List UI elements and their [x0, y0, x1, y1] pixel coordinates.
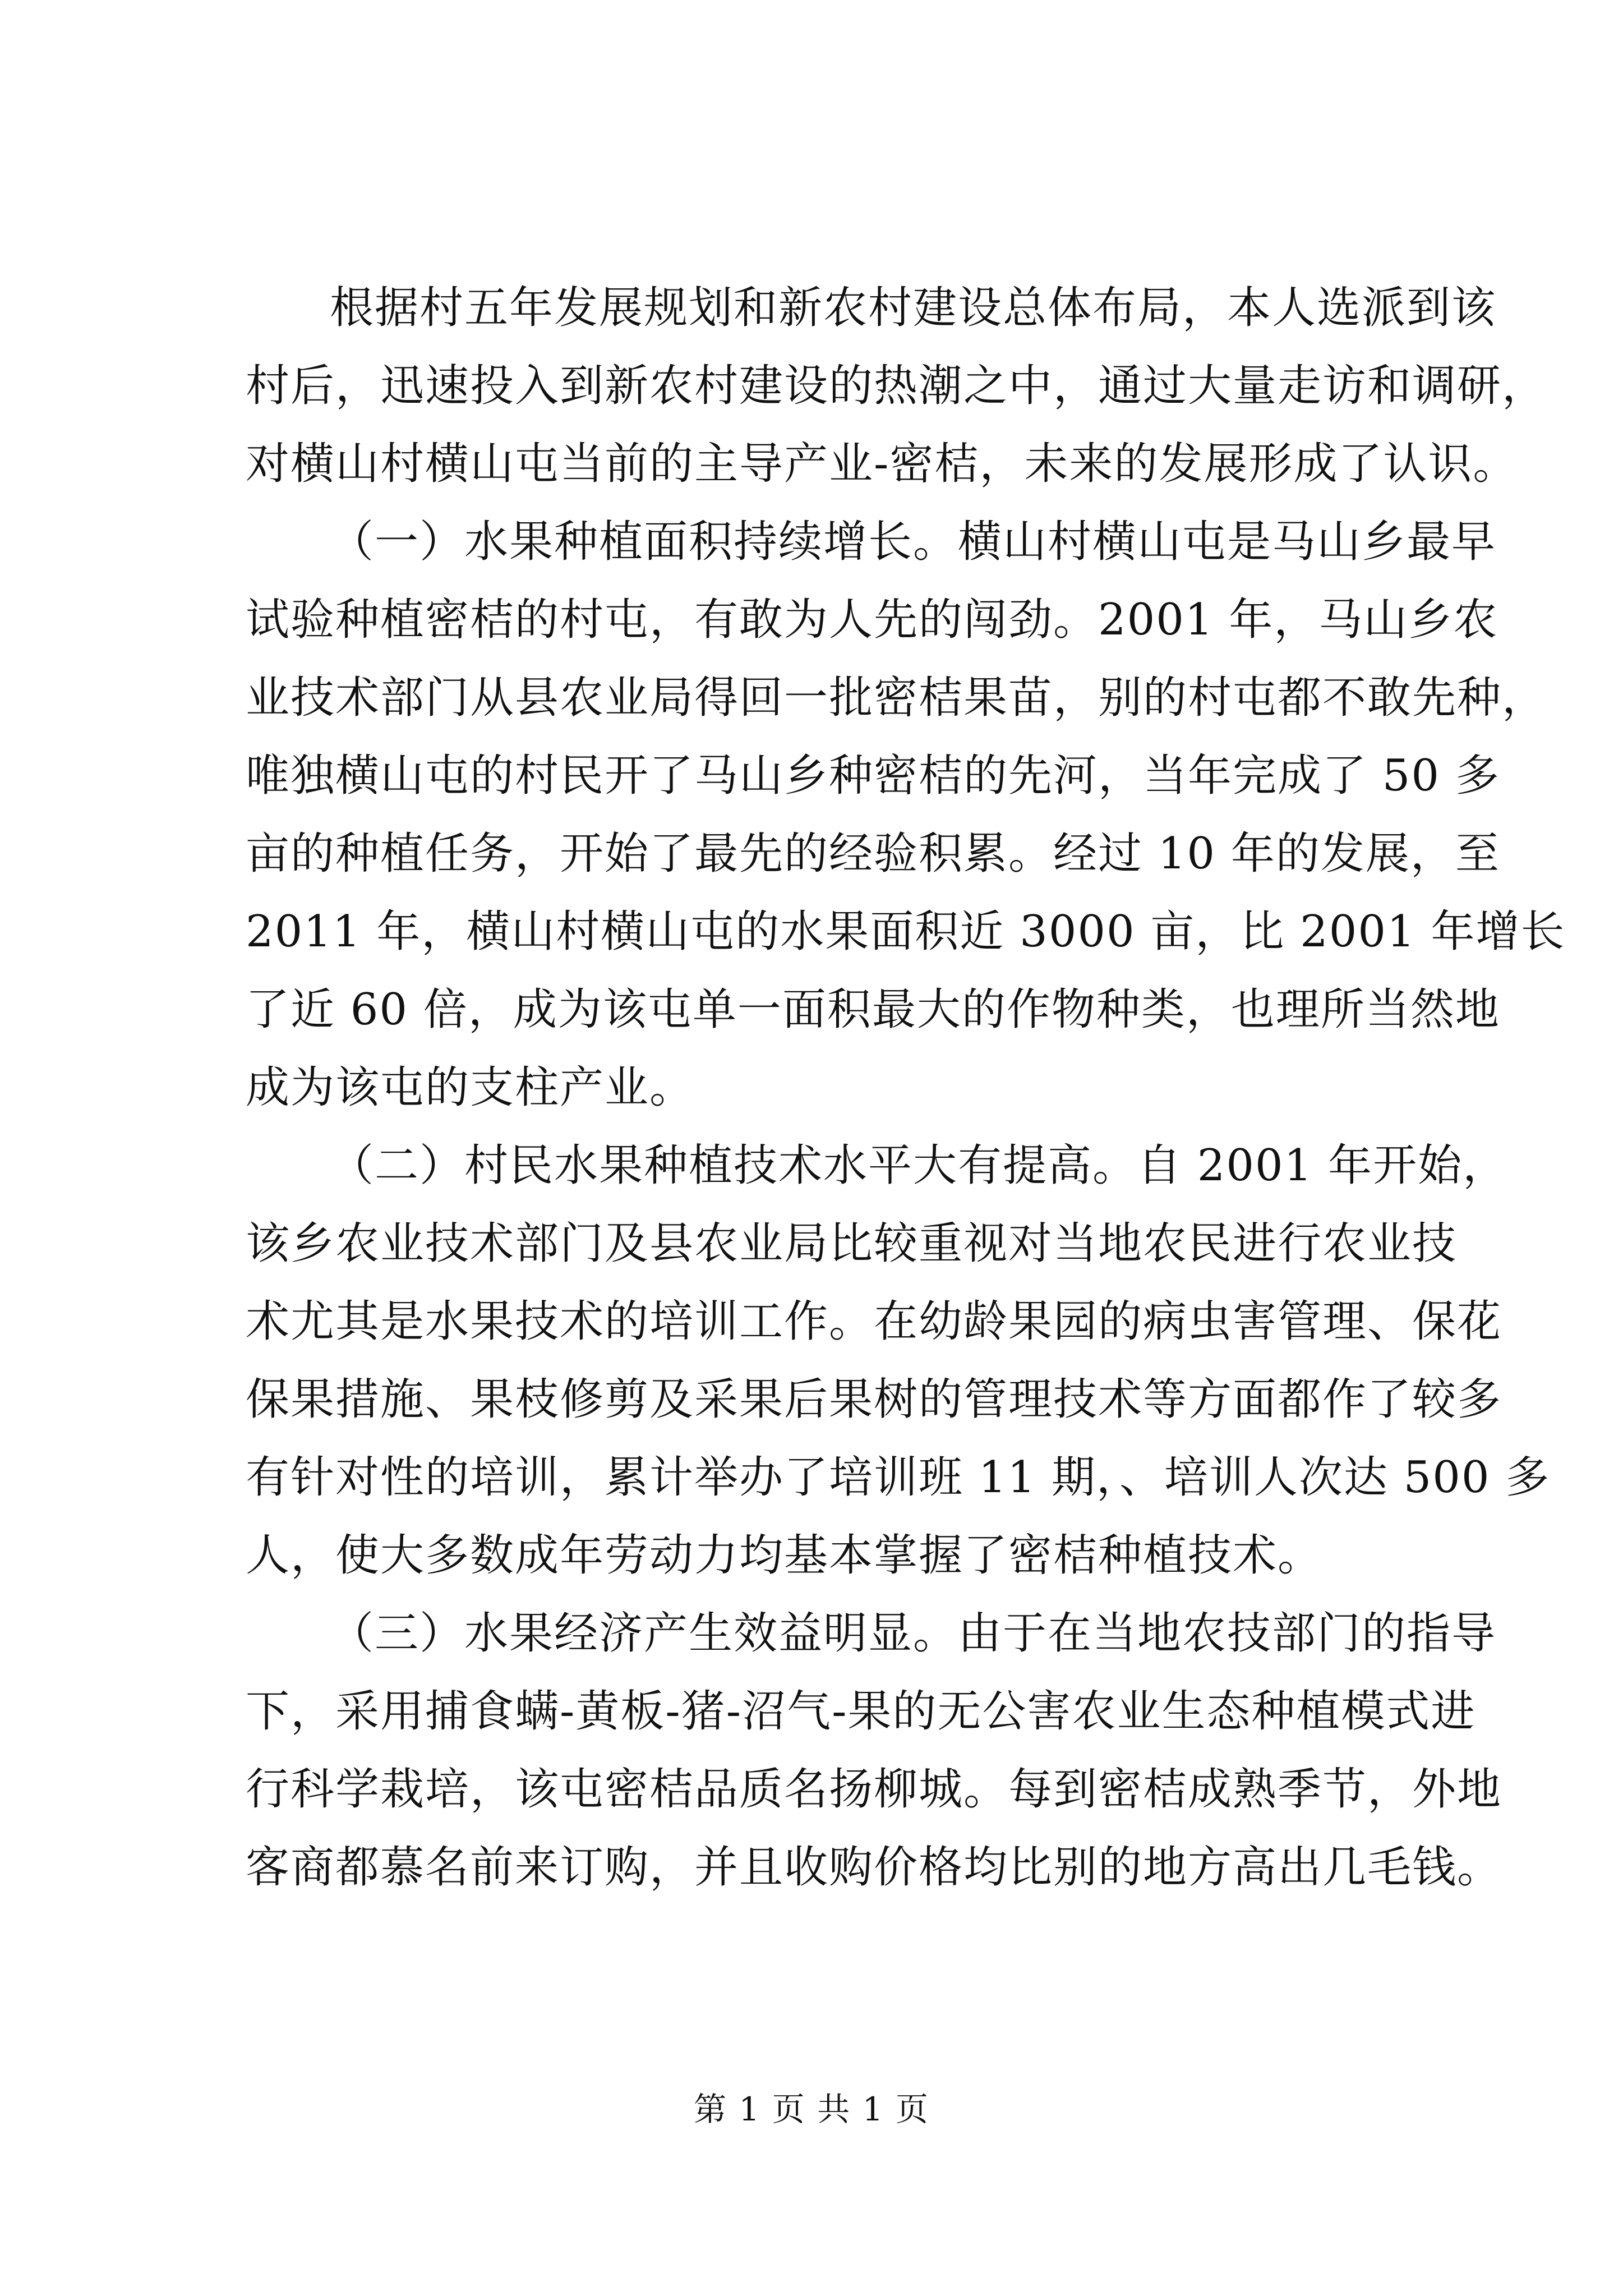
text-line: 术尤其是水果技术的培训工作。在幼龄果园的病虫害管理、保花	[246, 1296, 1502, 1347]
text-line: 试验种植密桔的村屯，有敢为人先的闯劲。2001 年，马山乡农	[246, 595, 1498, 645]
text-line: 成为该屯的支柱产业。	[246, 1062, 695, 1113]
text-line: 客商都慕名前来订购，并且收购价格均比别的地方高出几毛钱。	[246, 1842, 1502, 1893]
document-body	[246, 269, 1566, 1907]
text-line: 对横山村横山屯当前的主导产业-密桔，未来的发展形成了认识。	[246, 439, 1518, 489]
text-line: 村后，迅速投入到新农村建设的热潮之中，通过大量走访和调研，	[246, 361, 1547, 411]
text-line: 根据村五年发展规划和新农村建设总体布局，本人选派到该	[330, 283, 1497, 333]
text-line: 了近 60 倍，成为该屯单一面积最大的作物种类，也理所当然地	[246, 984, 1500, 1035]
text-line: 2011 年，横山村横山屯的水果面积近 3000 亩，比 2001 年增长	[246, 907, 1566, 957]
text-line: 人，使大多数成年劳动力均基本掌握了密桔种植技术。	[246, 1530, 1323, 1581]
text-line: 该乡农业技术部门及县农业局比较重视对当地农民进行农业技	[246, 1218, 1458, 1269]
text-line: （二）村民水果种植技术水平大有提高。自 2001 年开始，	[330, 1140, 1508, 1191]
text-line: 唯独横山屯的村民开了马山乡种密桔的先河，当年完成了 50 多	[246, 751, 1500, 801]
text-line: 亩的种植任务，开始了最先的经验积累。经过 10 年的发展，至	[246, 829, 1500, 879]
text-line: 保果措施、果枝修剪及采果后果树的管理技术等方面都作了较多	[246, 1374, 1502, 1425]
text-line: 有针对性的培训，累计举办了培训班 11 期，、培训人次达 500 多	[246, 1452, 1551, 1503]
text-line: 业技术部门从县农业局得回一批密桔果苗，别的村屯都不敢先种，	[246, 673, 1547, 723]
text-line: （一）水果种植面积持续增长。横山村横山屯是马山乡最早	[330, 517, 1497, 567]
text-line: 行科学栽培，该屯密桔品质名扬柳城。每到密桔成熟季节，外地	[246, 1764, 1502, 1815]
text-line: （三）水果经济产生效益明显。由于在当地农技部门的指导	[330, 1608, 1497, 1659]
page-footer: 第 1 页 共 1 页	[694, 2090, 929, 2128]
text-line: 下，采用捕食螨-黄板-猪-沼气-果的无公害农业生态种植模式进	[246, 1686, 1476, 1737]
